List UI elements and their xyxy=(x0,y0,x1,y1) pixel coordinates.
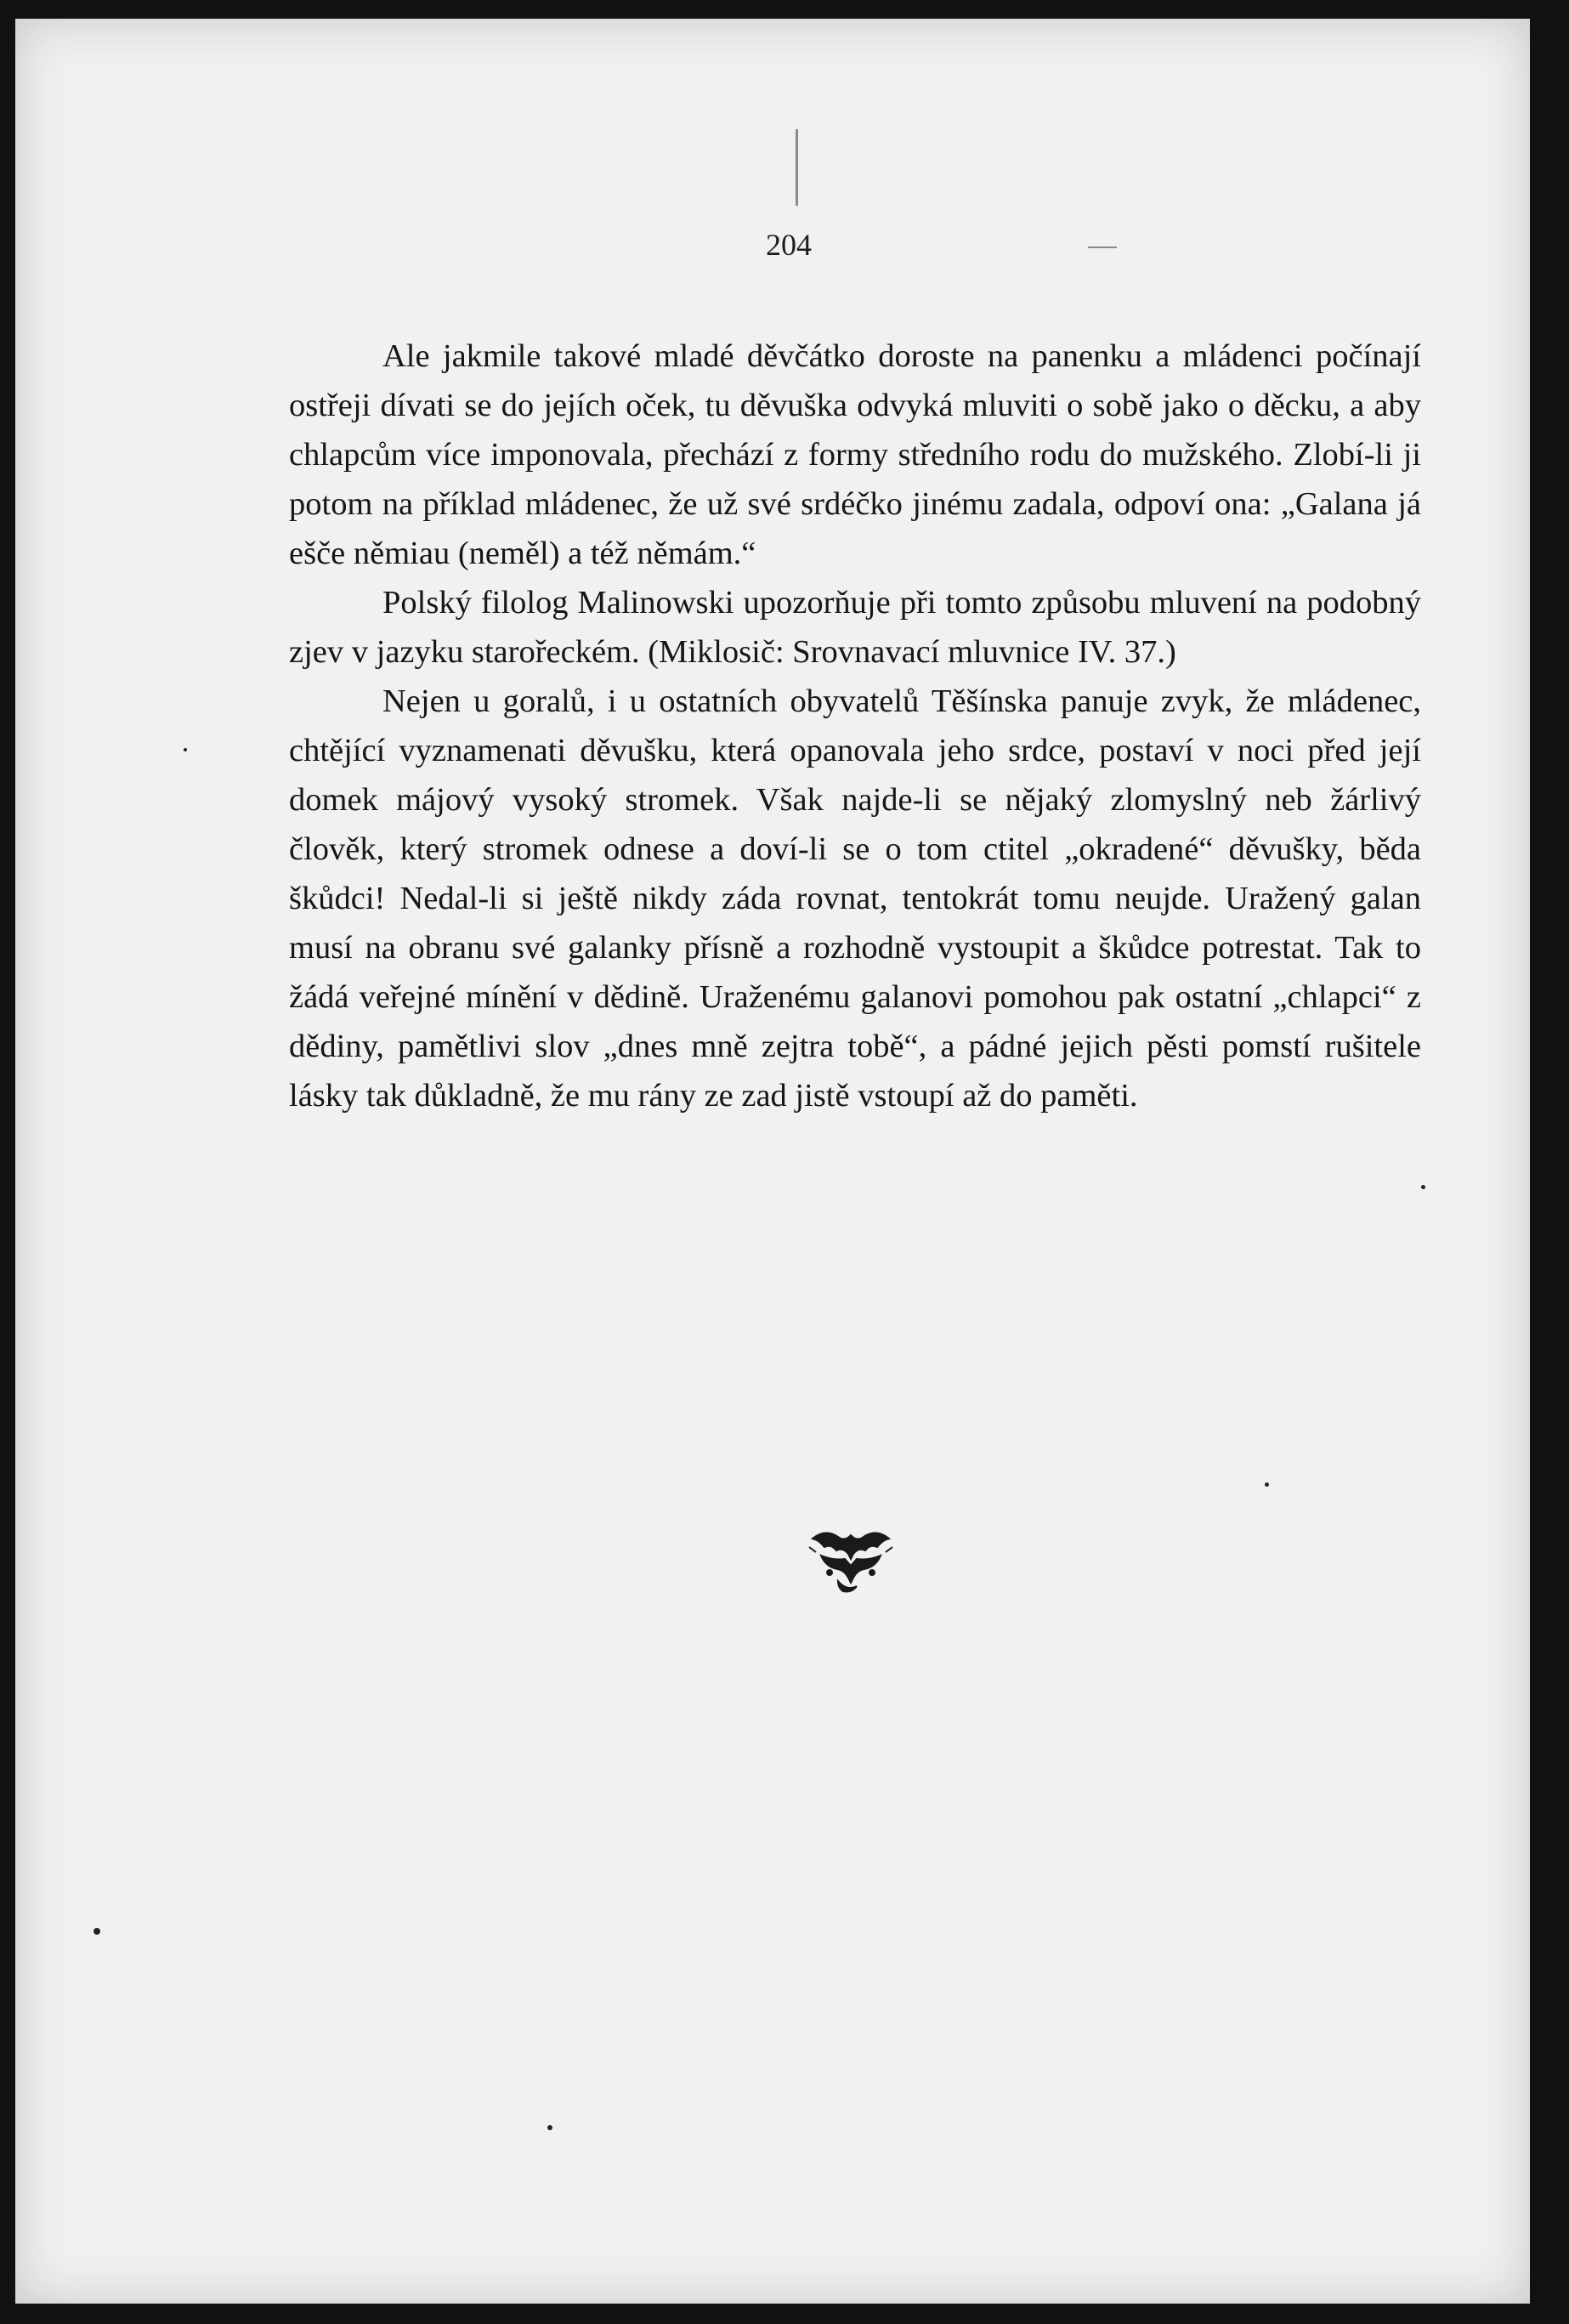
scan-speck xyxy=(184,748,187,751)
scan-speck xyxy=(547,2125,552,2130)
paragraph-2: Polský filolog Malinowski upozorňuje při tomto způsobu mluvení na podobný zjev v jazyku starořeckém. (Miklosič: Srovnavací mluvnice IV. 37.) xyxy=(289,585,1421,670)
book-page xyxy=(15,19,1530,2304)
scan-mark xyxy=(796,129,798,206)
body-text xyxy=(289,332,1421,1120)
paragraph-1: Ale jakmile takové mladé děvčátko doroste na panenku a mládenci počínají ostřeji dívati se do jejích oček, tu děvuška odvyká mluviti o sobě jako o děcku, a aby chlapcům více imponovala, přechází z formy středního rodu do mužského. Zlobí-li ji potom na příklad mládenec, že už své srdéčko jinému zadala, odpoví ona: „Galana já ešče němiau (neměl) a též němám.“ xyxy=(289,338,1421,571)
scan-speck xyxy=(1421,1185,1425,1189)
page-number: 204 xyxy=(766,228,812,262)
paragraph-3: Nejen u goralů, i u ostatních obyvatelů Těšínska panuje zvyk, že mládenec, chtějící vyznamenati děvušku, která opanovala jeho srdce, postaví v noci před její domek májový vysoký stromek. Však najde-li se nějaký zlomyslný neb žárlivý člověk, který stromek odnese a doví-li se o tom ctitel „okradené“ děvušky, běda škůdci! Nedal-li si ještě nikdy záda rovnat, tentokrát tomu neujde. Uražený galan musí na obranu své galanky přísně a rozhodně vystoupit a škůdce potrestat. Tak to žádá veřejné mínění v dědině. Uraženému galanovi pomohou pak ostatní „chlapci“ z dědiny, pamětlivi slov „dnes mně zejtra tobě“, a pádné jejich pěsti pomstí rušitele lásky tak důkladně, že mu rány ze zad jistě vstoupí až do paměti. xyxy=(289,683,1421,1114)
scan-speck xyxy=(1265,1482,1269,1487)
scan-dash xyxy=(1088,247,1117,248)
printers-ornament-icon xyxy=(804,1522,898,1598)
scan-speck xyxy=(93,1928,100,1935)
